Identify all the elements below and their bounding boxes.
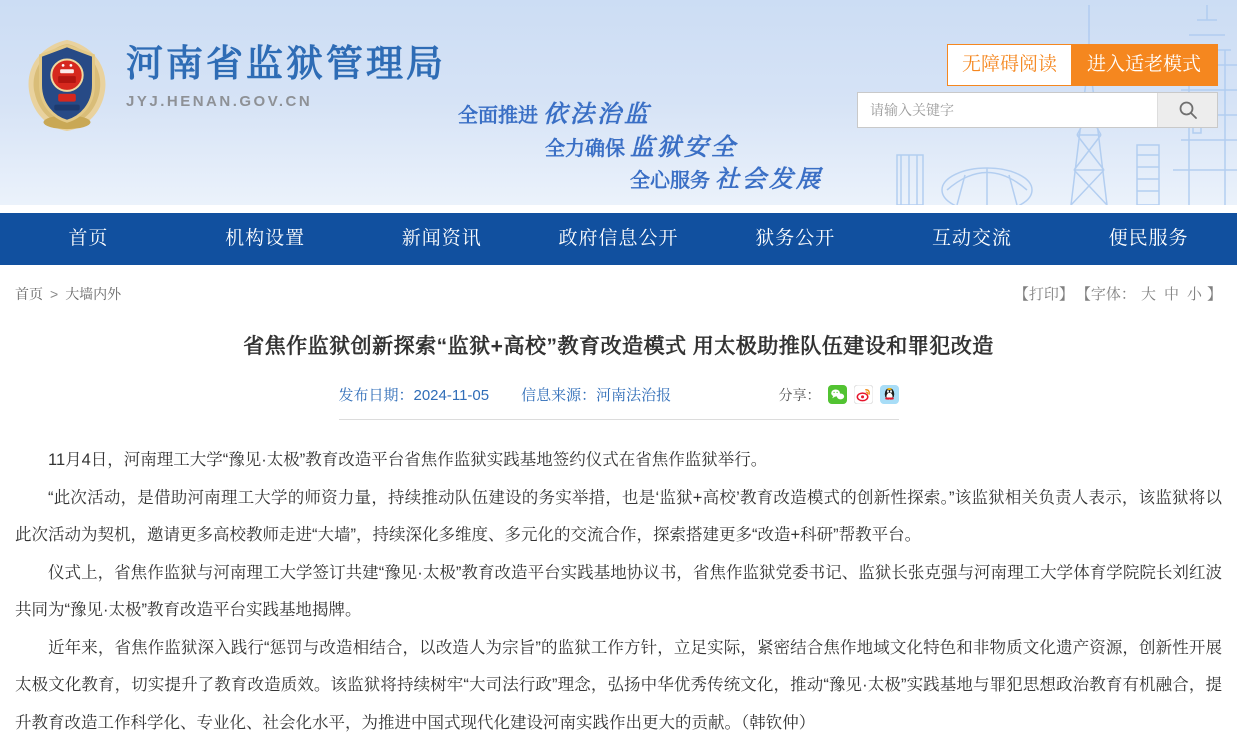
nav-item-services[interactable]: 便民服务 — [1108, 228, 1189, 249]
share-label: 分享： — [778, 386, 821, 403]
slogan-1-script: 依法治监 — [543, 99, 651, 128]
info-source: 信息来源：河南法治报 — [521, 387, 672, 404]
site-url: JYJ.HENAN.GOV.CN — [126, 92, 313, 110]
nav-item-home[interactable]: 首页 — [68, 228, 109, 249]
qq-share-icon[interactable] — [880, 385, 899, 404]
article-paragraph-2: “此次活动，是借助河南理工大学的师资力量，持续推动队伍建设的务实举措，也是‘监狱+高校’教育改造模式的创新性探索。”该监狱相关负责人表示，该监狱将以此次活动为契机，邀请更多高校教师走进“大墙”，持续深化多维度、多元化的交流合作，探索搭建更多“改造+科研”帮教平台。 — [15, 488, 1222, 544]
font-size-label: 【字体： — [1075, 286, 1136, 303]
nav-item-interaction[interactable]: 互动交流 — [931, 228, 1012, 249]
article-body — [0, 442, 1237, 742]
article-paragraph-4: 近年来，省焦作监狱深入践行“惩罚与改造相结合，以改造人为宗旨”的监狱工作方针，立足实际，紧密结合焦作地域文化特色和非物质文化遗产资源，创新性开展太极文化教育，切实提升了教育改造质效。该监狱将持续树牢“大司法行政”理念，弘扬中华优秀传统文化，推动“豫见·太极”实践基地与罪犯思想政治教育有机融合，提升教育改造工作科学化、专业化、社会化水平，为推进中国式现代化建设河南实践作出更大的贡献。（韩钦仲） — [15, 638, 1222, 732]
breadcrumb-row — [0, 265, 1237, 314]
breadcrumb-separator: > — [50, 285, 59, 302]
font-size-small-button[interactable]: 小 — [1186, 286, 1202, 303]
nav-item-news[interactable]: 新闻资讯 — [401, 228, 482, 249]
article-paragraph-3: 仪式上，省焦作监狱与河南理工大学签订共建“豫见·太极”教育改造平台实践基地协议书，省焦作监狱党委书记、监狱长张克强与河南理工大学体育学院院长刘红波共同为“豫见·太极”教育改造平台实践基地揭牌。 — [15, 563, 1222, 619]
wechat-share-icon[interactable] — [828, 385, 847, 404]
main-navigation — [0, 213, 1237, 265]
publish-date: 发布日期：2024-11-05 — [338, 387, 490, 404]
font-size-label-close: 】 — [1206, 286, 1222, 303]
slogan-3-bold: 全心服务 — [630, 170, 710, 192]
site-title: 河南省监狱管理局 — [126, 43, 446, 84]
print-button[interactable]: 【打印】 — [1013, 286, 1074, 303]
slogan-2-bold: 全力确保 — [545, 138, 625, 160]
slogan-2-script: 监狱安全 — [630, 132, 738, 161]
site-logo[interactable] — [18, 34, 446, 134]
share-bar — [779, 385, 899, 405]
breadcrumb-home-link[interactable]: 首页 — [15, 285, 43, 302]
slogan-line-2 — [545, 127, 738, 162]
slogan-3-script: 社会发展 — [715, 164, 823, 193]
slogan-line-3 — [630, 159, 823, 194]
slogan-1-bold: 全面推进 — [458, 105, 538, 127]
article-title: 省焦作监狱创新探索“监狱+高校”教育改造模式 用太极助推队伍建设和罪犯改造 — [243, 335, 994, 358]
accessibility-button-group — [947, 44, 1218, 86]
page-header — [0, 0, 1237, 205]
search-box — [857, 92, 1218, 128]
nav-item-organization[interactable]: 机构设置 — [225, 228, 306, 249]
search-input[interactable] — [858, 93, 1157, 127]
nav-item-prison-affairs[interactable]: 狱务公开 — [755, 228, 836, 249]
page-tools — [1014, 283, 1222, 304]
elder-mode-button[interactable]: 进入适老模式 — [1071, 45, 1217, 85]
nav-item-gov-info[interactable]: 政府信息公开 — [558, 228, 679, 249]
breadcrumb — [15, 284, 121, 304]
search-button[interactable] — [1157, 93, 1217, 127]
article-meta — [339, 384, 899, 420]
site-identity — [126, 34, 446, 110]
font-size-large-button[interactable]: 大 — [1140, 286, 1156, 303]
article-paragraph-1: 11月4日，河南理工大学“豫见·太极”教育改造平台省焦作监狱实践基地签约仪式在省焦作监狱举行。 — [48, 451, 768, 469]
slogan-line-1 — [458, 94, 651, 129]
font-size-medium-button[interactable]: 中 — [1163, 286, 1179, 303]
search-icon — [1177, 99, 1199, 121]
breadcrumb-current-link[interactable]: 大墙内外 — [65, 285, 122, 302]
police-badge-icon — [18, 34, 116, 134]
weibo-share-icon[interactable] — [854, 385, 873, 404]
accessible-reading-button[interactable]: 无障碍阅读 — [948, 45, 1071, 85]
